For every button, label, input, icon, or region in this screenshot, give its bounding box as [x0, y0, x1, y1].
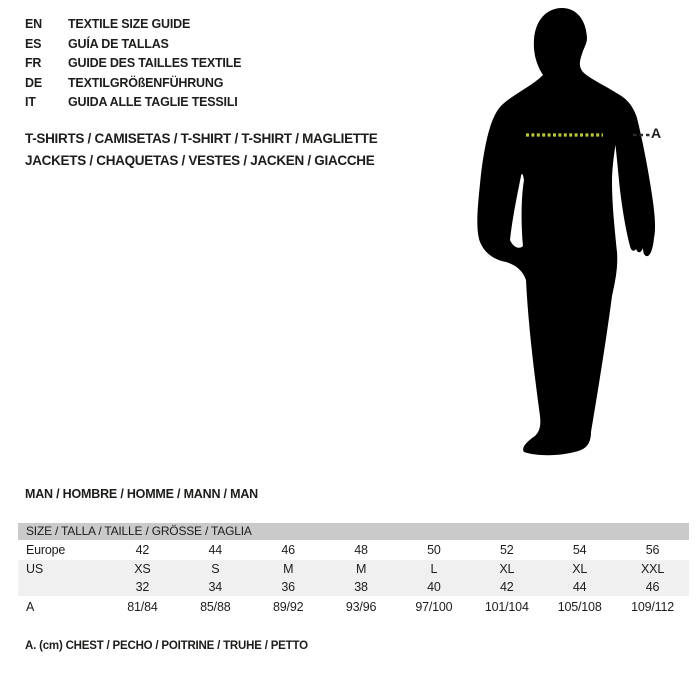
size-value: 34 — [208, 580, 223, 594]
size-value: 97/100 — [415, 600, 453, 614]
size-value: 46 — [281, 543, 295, 557]
lang-code: IT — [25, 95, 36, 110]
row-label: A — [26, 600, 35, 614]
size-value: S — [211, 562, 220, 576]
lang-code: DE — [25, 75, 42, 90]
measure-label-a: A — [651, 125, 662, 141]
size-value: XS — [134, 562, 151, 576]
size-value: 36 — [281, 580, 295, 594]
size-table-header: SIZE / TALLA / TAILLE / GRÖSSE / TAGLIA — [18, 523, 689, 540]
category-tshirts: T-SHIRTS / CAMISETAS / T-SHIRT / T-SHIRT / MAGLIETTE — [25, 131, 378, 146]
lang-code: ES — [25, 36, 42, 51]
size-value: 85/88 — [200, 600, 231, 614]
size-value: 56 — [645, 543, 660, 557]
size-value: 89/92 — [273, 600, 304, 614]
size-value: 48 — [354, 543, 368, 557]
size-value: 44 — [572, 580, 587, 594]
size-table — [18, 523, 689, 618]
row-label: US — [26, 562, 43, 576]
size-value: XL — [572, 562, 588, 576]
size-value: M — [355, 562, 367, 576]
size-value: 105/108 — [557, 600, 602, 614]
size-value: 44 — [208, 543, 223, 557]
lang-row-en — [25, 15, 241, 35]
lang-label: GUIDE DES TAILLES TEXTILE — [68, 56, 242, 71]
lang-label: TEXTILE SIZE GUIDE — [68, 17, 191, 31]
man-silhouette-figure — [470, 0, 670, 470]
size-value: L — [430, 562, 438, 576]
lang-row-it — [25, 93, 241, 113]
size-value: 101/104 — [484, 600, 529, 614]
size-value: 32 — [135, 580, 150, 594]
category-jackets: JACKETS / CHAQUETAS / VESTES / JACKEN / GIACCHE — [25, 152, 375, 168]
size-value: 109/112 — [631, 600, 674, 614]
size-value: 81/84 — [127, 600, 158, 614]
silhouette-right-arm — [608, 90, 655, 256]
section-title-man: MAN / HOMBRE / HOMME / MANN / MAN — [25, 487, 258, 501]
table-row-europe — [18, 540, 689, 560]
measurement-footnote: A. (cm) CHEST / PECHO / POITRINE / TRUHE / PETTO — [25, 640, 308, 652]
size-value: XXL — [641, 562, 665, 576]
lang-row-es — [25, 35, 241, 55]
language-list — [25, 15, 241, 113]
table-row-numeric — [18, 578, 689, 596]
size-value: 40 — [427, 580, 441, 594]
size-value: 42 — [135, 543, 150, 557]
size-value: 42 — [500, 580, 514, 594]
size-value: XL — [499, 562, 515, 576]
lang-label: GUIDA ALLE TAGLIE TESSILI — [68, 95, 238, 110]
lang-row-fr — [25, 54, 241, 74]
size-value: 54 — [572, 543, 587, 557]
row-label: Europe — [26, 543, 66, 557]
size-value: 46 — [645, 580, 660, 594]
size-value: 52 — [500, 543, 514, 557]
man-silhouette — [470, 0, 670, 470]
table-row-chest — [18, 596, 689, 618]
lang-row-de — [25, 74, 241, 94]
lang-code: EN — [25, 17, 42, 31]
lang-code: FR — [25, 56, 42, 71]
category-list — [25, 128, 377, 171]
size-value: M — [283, 562, 294, 576]
size-value: 38 — [354, 580, 368, 594]
table-row-us — [18, 560, 689, 578]
size-value: 93/96 — [345, 600, 377, 614]
lang-label: GUÍA DE TALLAS — [68, 36, 169, 51]
silhouette-body — [477, 8, 621, 455]
silhouette-shapes — [477, 8, 655, 455]
size-value: 50 — [427, 543, 441, 557]
lang-label: TEXTILGRÖßENFÜHRUNG — [68, 75, 224, 90]
